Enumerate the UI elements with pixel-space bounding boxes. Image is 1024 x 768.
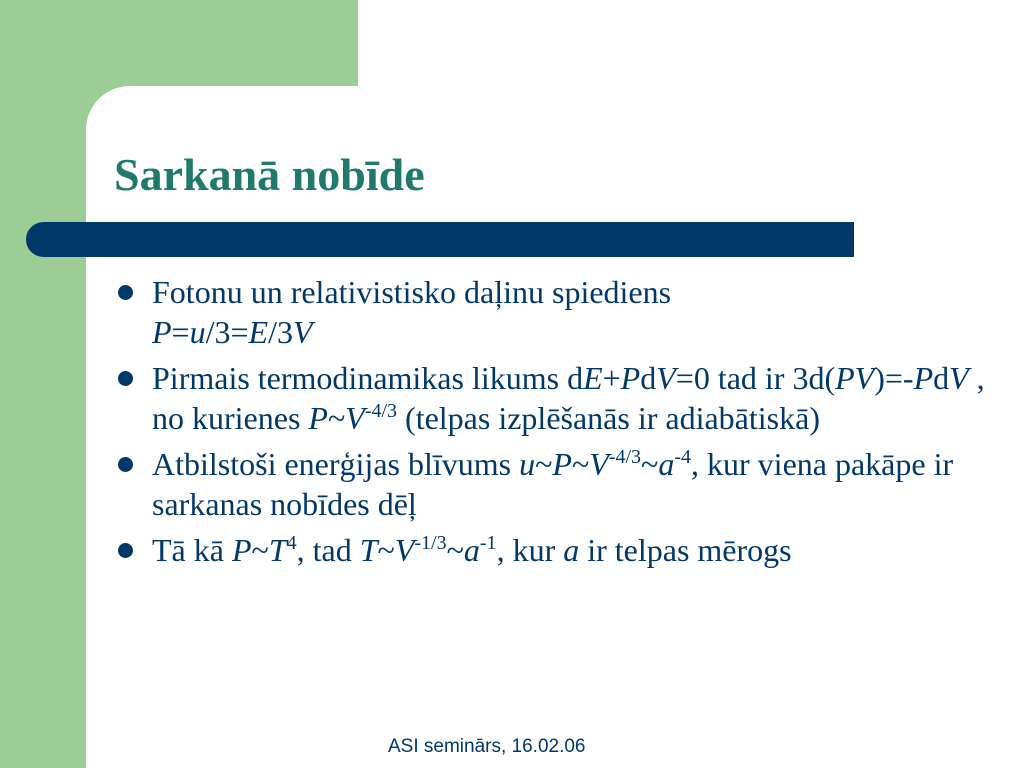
- bullet-dot-icon: [118, 371, 133, 386]
- bullet-list: [114, 272, 994, 576]
- bullet-item-3: [114, 444, 994, 524]
- bullet-text: Pirmais termodinamikas likums dE+PdV=0 tad ir 3d(PV)=-PdV , no kurienes $P\sim V^{-4/3}$ (telpas izplēšanās ir adiabātiskā): [152, 360, 985, 436]
- bullet-dot-icon: [118, 285, 133, 300]
- slide-title: Sarkanā nobīde: [114, 149, 425, 200]
- bullet-item-1: [114, 272, 994, 352]
- bullet-item-4: [114, 530, 994, 570]
- slide-footer: ASI seminārs, 16.02.06: [388, 736, 586, 757]
- bullet-item-2: [114, 358, 994, 438]
- bullet-dot-icon: [118, 543, 133, 558]
- bullet-text: Fotonu un relativistisko daļinu spiediens P=u/3=E/3V: [152, 274, 672, 350]
- title-underline-bar: [26, 222, 854, 257]
- bullet-text: Tā kā $P\sim T^4$, tad $T\sim V^{-1/3}\sim a^{-1}$, kur a ir telpas mērogs: [152, 532, 792, 568]
- bullet-text: Atbilstoši enerģijas blīvums $u\sim P\sim V^{-4/3}\sim a^{-4}$, kur viena pakāpe ir sarkanas nobīdes dēļ: [152, 446, 954, 522]
- bullet-dot-icon: [118, 457, 133, 472]
